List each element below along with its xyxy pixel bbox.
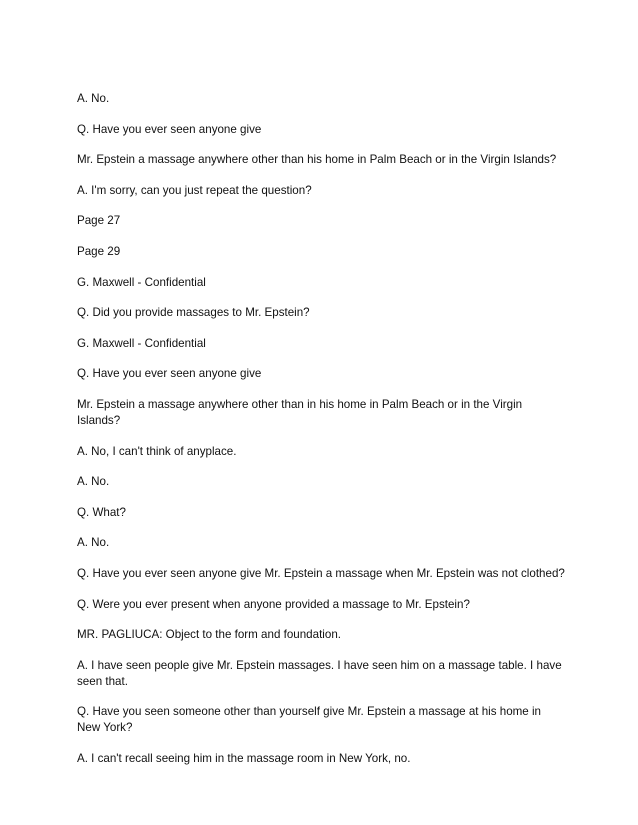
objection-line: MR. PAGLIUCA: Object to the form and foundation. xyxy=(77,628,341,642)
transcript-line: A. No. xyxy=(77,92,110,105)
transcript-line: A. I have seen people give Mr. Epstein massages. I have seen him on a massage table. I have seen that. xyxy=(77,658,562,688)
transcript-line: Q. Were you ever present when anyone provided a massage to Mr. Epstein? xyxy=(77,597,470,611)
transcript-line: Q. Have you seen someone other than yourself give Mr. Epstein a massage at his home in New York? xyxy=(77,705,541,735)
transcript-line: A. No. xyxy=(77,536,110,550)
transcript-line: Q. Have you ever seen anyone give xyxy=(77,367,262,381)
page-marker: Page 29 xyxy=(77,244,121,258)
transcript-line: Mr. Epstein a massage anywhere other than in his home in Palm Beach or in the Virgin Islands? xyxy=(77,397,523,427)
page-marker: Page 27 xyxy=(77,214,121,228)
transcript-line: Q. Did you provide massages to Mr. Epstein? xyxy=(77,306,310,320)
transcript-line: Q. Have you ever seen anyone give xyxy=(77,122,262,136)
transcript-line: A. I'm sorry, can you just repeat the question? xyxy=(77,183,312,197)
confidential-header: G. Maxwell - Confidential xyxy=(77,275,206,289)
transcript-body xyxy=(77,91,567,781)
transcript-line: A. No, I can't think of anyplace. xyxy=(77,444,237,458)
transcript-line: A. I can't recall seeing him in the massage room in New York, no. xyxy=(77,751,411,765)
transcript-line: Q. Have you ever seen anyone give Mr. Epstein a massage when Mr. Epstein was not clothed? xyxy=(77,566,565,580)
transcript-line: A. No. xyxy=(77,475,110,489)
transcript-line: Q. What? xyxy=(77,505,126,519)
confidential-header: G. Maxwell - Confidential xyxy=(77,336,206,350)
transcript-line: Mr. Epstein a massage anywhere other than his home in Palm Beach or in the Virgin Islands? xyxy=(77,153,557,167)
